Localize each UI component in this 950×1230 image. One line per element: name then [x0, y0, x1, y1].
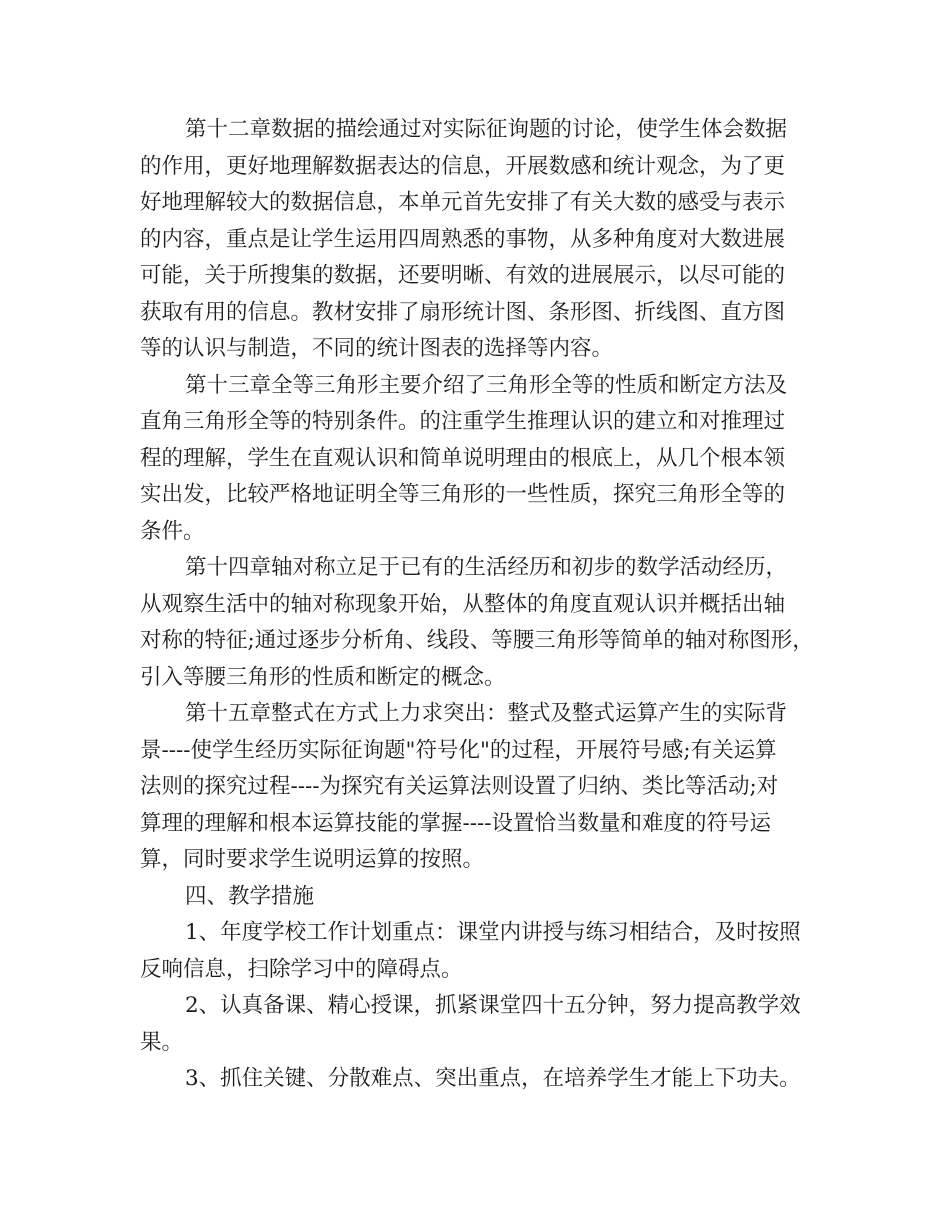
text-line: 等的认识与制造，不同的统计图表的选择等内容。 — [140, 336, 614, 361]
text-line: 2、认真备课、精心授课，抓紧课堂四十五分钟，努力提高教学效 — [185, 993, 801, 1018]
text-line: 可能，关于所搜集的数据，还要明晰、有效的进展展示，以尽可能的 — [140, 263, 786, 288]
text-line: 获取有用的信息。教材安排了扇形统计图、条形图、折线图、直方图 — [140, 299, 786, 325]
text-line: 的作用，更好地理解数据表达的信息，开展数感和统计观念，为了更 — [140, 153, 786, 179]
text-line: 的内容，重点是让学生运用四周熟悉的事物，从多种角度对大数进展 — [140, 226, 786, 252]
text-line: 第十三章全等三角形主要介绍了三角形全等的性质和断定方法及 — [185, 372, 788, 398]
text-line: 程的理解，学生在直观认识和简单说明理由的根底上，从几个根本领 — [140, 445, 786, 471]
text-line: 实出发，比较严格地证明全等三角形的一些性质，探究三角形全等的 — [140, 482, 786, 507]
text-line: 直角三角形全等的特别条件。的注重学生推理认识的建立和对推理过 — [140, 409, 786, 434]
text-line: 从观察生活中的轴对称现象开始，从整体的角度直观认识并概括出轴 — [140, 591, 786, 617]
text-line: 景----使学生经历实际征询题"符号化"的过程，开展符号感;有关运算 — [140, 737, 777, 763]
document-body — [140, 112, 820, 1098]
text-line: 果。 — [140, 1029, 184, 1055]
text-line: 算，同时要求学生说明运算的按照。 — [140, 847, 485, 872]
text-line: 对称的特征;通过逐步分析角、线段、等腰三角形等简单的轴对称图形， — [140, 628, 814, 653]
text-line: 条件。 — [140, 518, 205, 544]
text-line: 算理的理解和根本运算技能的掌握----设置恰当数量和难度的符号运 — [140, 810, 772, 836]
text-line: 3、抓住关键、分散难点、突出重点，在培养学生才能上下功夫。 — [185, 1066, 801, 1091]
text-line: 反响信息，扫除学习中的障碍点。 — [140, 956, 463, 982]
text-line: 第十五章整式在方式上力求突出：整式及整式运算产生的实际背 — [185, 701, 788, 726]
text-line: 第十四章轴对称立足于已有的生活经历和初步的数学活动经历， — [185, 555, 788, 580]
text-line: 引入等腰三角形的性质和断定的概念。 — [140, 664, 506, 690]
text-line: 法则的探究过程----为探究有关运算法则设置了归纳、类比等活动;对 — [140, 774, 779, 799]
text-line: 第十二章数据的描绘通过对实际征询题的讨论，使学生体会数据 — [185, 117, 788, 142]
text-line: 四、教学措施 — [185, 883, 315, 909]
text-line: 1、年度学校工作计划重点：课堂内讲授与练习相结合，及时按照 — [185, 920, 801, 945]
text-line: 好地理解较大的数据信息，本单元首先安排了有关大数的感受与表示 — [140, 190, 786, 215]
